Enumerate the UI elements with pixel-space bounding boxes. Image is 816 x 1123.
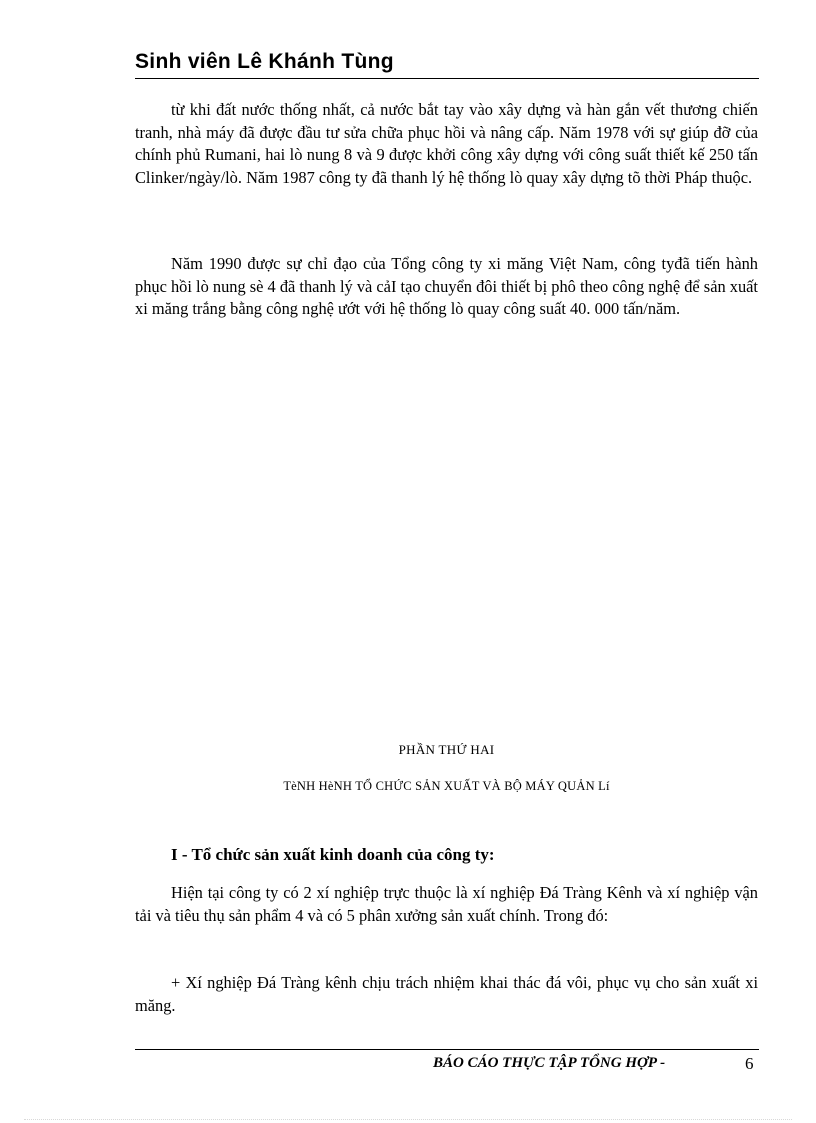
section-paragraph-2: + Xí nghiệp Đá Tràng kênh chịu trách nhiệm khai thác đá vôi, phục vụ cho sản xuất xi măng. bbox=[135, 973, 758, 1015]
section-title: I - Tổ chức sản xuất kinh doanh của công ty: bbox=[171, 845, 495, 864]
part-heading: PHẦN THỨ HAI bbox=[398, 742, 495, 757]
footer-divider bbox=[135, 1049, 759, 1050]
header-author: Sinh viên Lê Khánh Tùng bbox=[135, 50, 394, 73]
page-bottom-edge bbox=[24, 1119, 792, 1120]
part-subheading: TèNH HèNH TỔ CHỨC SẢN XUẤT VÀ BỘ MÁY QUẢN Lí bbox=[283, 779, 610, 793]
page-number: 6 bbox=[745, 1054, 754, 1073]
footer-report-title: BÁO CÁO THỰC TẬP TỔNG HỢP - bbox=[433, 1055, 666, 1071]
page-header bbox=[135, 48, 759, 79]
body-paragraph-2: Năm 1990 được sự chỉ đạo của Tổng công ty xi măng Việt Nam, công tyđã tiến hành phục hồi lò nung sè 4 đã thanh lý và cảI tạo chuyển đôi thiết bị phô theo công nghệ để sản xuất xi măng trắng bằng công nghệ ướt với hệ thống lò quay công suất 40. 000 tấn/năm. bbox=[135, 254, 758, 319]
body-paragraph-1: từ khi đất nước thống nhất, cả nước bắt tay vào xây dựng và hàn gắn vết thương chiến tranh, nhà máy đã được đầu tư sửa chữa phục hồi và nâng cấp. Năm 1978 với sự giúp đỡ của chính phủ Rumani, hai lò nung 8 và 9 được khởi công xây dựng với công suất thiết kế 250 tấn Clinker/ngày/lò. Năm 1987 công ty đã thanh lý hệ thống lò quay xây dựng tõ thời Pháp thuộc. bbox=[135, 100, 758, 187]
section-paragraph-1: Hiện tại công ty có 2 xí nghiệp trực thuộc là xí nghiệp Đá Tràng Kênh và xí nghiệp vận tải và tiêu thụ sản phẩm 4 và có 5 phân xưởng sản xuất chính. Trong đó: bbox=[135, 883, 758, 925]
